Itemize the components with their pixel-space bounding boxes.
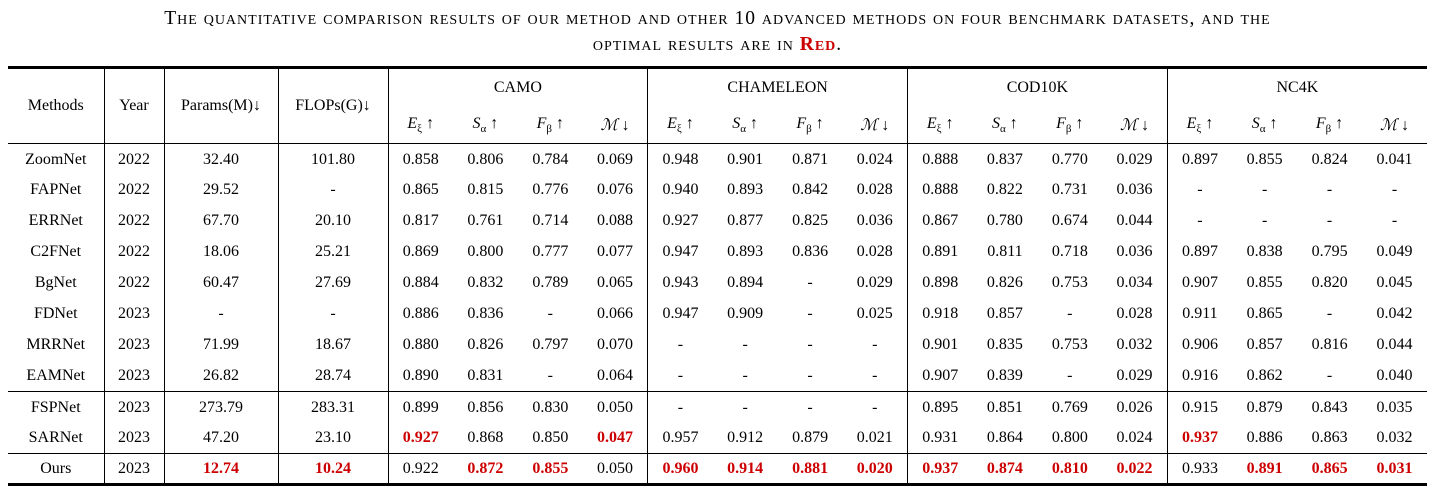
dataset-group-header-nc4k: NC4K <box>1276 78 1319 96</box>
metric-value: 0.895 <box>908 392 973 423</box>
metric-value: 0.822 <box>986 181 1023 199</box>
method-name: EAMNet <box>8 361 104 392</box>
metric-value: - <box>807 336 813 354</box>
metric-value: 0.044 <box>1376 336 1413 354</box>
metric-value: 0.835 <box>986 336 1023 354</box>
metric-value: - <box>1391 212 1398 230</box>
table-row-mrrnet <box>8 330 1427 361</box>
metric-value: 0.865 <box>1297 454 1362 485</box>
flops-value: - <box>278 299 388 330</box>
metric-value: 0.891 <box>922 243 959 261</box>
metric-value: 0.789 <box>532 274 569 292</box>
metric-value: 0.888 <box>922 150 959 168</box>
metric-value: - <box>1067 305 1073 323</box>
dataset-group-header-chameleon: CHAMELEON <box>648 68 908 106</box>
table-group-header-row <box>8 68 1427 106</box>
caption-line2-suffix: . <box>836 33 843 55</box>
metric-value: 0.035 <box>1362 392 1427 423</box>
caption-line1: The quantitative comparison results of our method and other 10 advanced methods on four benchmark datasets, and the <box>164 8 1271 29</box>
year-value: 2023 <box>104 423 164 454</box>
metric-value: 0.927 <box>402 429 439 447</box>
table-row-zoomnet <box>8 144 1427 175</box>
metric-value: 0.914 <box>713 454 778 485</box>
metric-value: 0.947 <box>662 305 699 323</box>
metric-value: 0.907 <box>922 367 959 385</box>
metric-value: 0.836 <box>467 305 504 323</box>
metric-value: 0.044 <box>1102 206 1167 237</box>
metric-value: 0.041 <box>1376 150 1413 168</box>
metric-symbol: ℳ <box>600 116 618 134</box>
metric-value: 0.879 <box>792 429 829 447</box>
metric-header: $S_\alpha$ ↑ <box>453 106 518 144</box>
metric-value: 0.817 <box>402 212 439 230</box>
metric-value: 0.780 <box>986 212 1023 230</box>
metric-value: 0.906 <box>1181 336 1218 354</box>
method-name: MRRNet <box>8 330 104 361</box>
metric-value: - <box>742 336 748 354</box>
metric-value: 0.881 <box>778 454 843 485</box>
metric-subscript: β <box>806 122 812 135</box>
metric-value: 0.032 <box>1376 429 1413 447</box>
metric-value: 0.088 <box>583 206 648 237</box>
metric-value: 0.888 <box>922 181 959 199</box>
metric-value: 0.851 <box>972 392 1037 423</box>
metric-value: 0.800 <box>467 243 504 261</box>
flops-value: - <box>278 175 388 206</box>
table-row-fdnet <box>8 299 1427 330</box>
metric-value: - <box>843 330 908 361</box>
metric-symbol: ℳ <box>1379 116 1398 134</box>
metric-value: 0.076 <box>583 175 648 206</box>
metric-value: 0.893 <box>727 243 764 261</box>
metric-value: 0.820 <box>1311 274 1348 292</box>
method-name: C2FNet <box>8 237 104 268</box>
metric-value: 0.036 <box>1102 237 1167 268</box>
metric-value: 0.020 <box>843 454 908 485</box>
metric-value: - <box>778 392 843 423</box>
params-value: 18.06 <box>164 237 278 268</box>
year-value: 2022 <box>104 144 164 175</box>
metric-subscript: β <box>546 122 553 135</box>
metric-value: 0.857 <box>1246 336 1283 354</box>
table-row-bgnet <box>8 268 1427 299</box>
metric-value: 0.864 <box>986 429 1023 447</box>
metric-value: 0.901 <box>922 336 959 354</box>
metric-value: 0.877 <box>727 212 764 230</box>
dataset-group-header-cod10k: COD10K <box>908 68 1168 106</box>
metric-value: - <box>1261 212 1268 230</box>
flops-value: 28.74 <box>278 361 388 392</box>
metric-value: 0.879 <box>1232 392 1297 423</box>
metric-value: 0.933 <box>1167 454 1232 485</box>
metric-value: 0.800 <box>1051 429 1088 447</box>
table-row-sarnet <box>8 423 1427 454</box>
metric-value: 0.837 <box>986 150 1023 168</box>
metric-subscript: α <box>1000 122 1006 135</box>
metric-value: - <box>1261 181 1268 199</box>
metric-value: 0.042 <box>1376 305 1413 323</box>
metric-value: 0.777 <box>532 243 569 261</box>
year-value: 2023 <box>104 330 164 361</box>
flops-value: 25.21 <box>278 237 388 268</box>
metric-value: 0.872 <box>453 454 518 485</box>
method-name: SARNet <box>8 423 104 454</box>
metric-value: 0.029 <box>1102 361 1167 392</box>
params-value: 71.99 <box>164 330 278 361</box>
metric-value: - <box>807 305 813 323</box>
metric-header: $F_\beta$ ↑ <box>518 106 583 144</box>
table-row-ours <box>8 454 1427 485</box>
metric-symbol: E <box>407 114 418 132</box>
method-name: ERRNet <box>8 206 104 237</box>
col-header-year: Year <box>104 68 164 144</box>
metric-value: 0.843 <box>1297 392 1362 423</box>
metric-value: 0.029 <box>1102 144 1167 175</box>
year-value: 2023 <box>104 361 164 392</box>
metric-value: - <box>1197 181 1203 199</box>
metric-value: - <box>1391 181 1398 199</box>
metric-value: 0.842 <box>792 181 829 199</box>
metric-value: 0.769 <box>1037 392 1102 423</box>
metric-value: 0.070 <box>583 330 648 361</box>
caption-red-word: Red <box>799 33 837 55</box>
metric-value: 0.832 <box>467 274 504 292</box>
metric-value: 0.891 <box>1232 454 1297 485</box>
metric-value: 0.028 <box>1102 299 1167 330</box>
metric-value: 0.826 <box>467 336 504 354</box>
method-name: FAPNet <box>8 175 104 206</box>
metric-value: 0.893 <box>727 181 764 199</box>
metric-subscript: ξ <box>676 122 682 135</box>
year-value: 2022 <box>104 237 164 268</box>
metric-header: ℳ ↓ <box>583 106 648 144</box>
col-header-params: Params(M)↓ <box>164 68 278 144</box>
metric-value: 0.021 <box>843 423 908 454</box>
metric-value: 0.032 <box>1102 330 1167 361</box>
metric-value: 0.916 <box>1181 367 1218 385</box>
params-value: 47.20 <box>164 423 278 454</box>
metric-value: 0.890 <box>402 367 439 385</box>
metric-value: - <box>1197 212 1203 230</box>
method-name: Ours <box>8 454 104 485</box>
metric-value: - <box>1326 181 1333 199</box>
metric-value: 0.940 <box>662 181 699 199</box>
caption-line2-prefix: optimal results are in <box>592 33 800 55</box>
metric-value: 0.810 <box>1037 454 1102 485</box>
metric-value: 0.831 <box>467 367 504 385</box>
metric-value: 0.839 <box>986 367 1023 385</box>
params-value: 26.82 <box>164 361 278 392</box>
flops-value: 20.10 <box>278 206 388 237</box>
metric-value: 0.886 <box>402 305 439 323</box>
method-name: FSPNet <box>8 392 104 423</box>
metric-header: $S_\alpha$ ↑ <box>713 106 778 144</box>
year-value: 2023 <box>104 299 164 330</box>
metric-value: 0.674 <box>1051 212 1088 230</box>
year-value: 2023 <box>104 454 164 485</box>
metric-value: 0.886 <box>1246 429 1283 447</box>
metric-value: 0.937 <box>908 454 973 485</box>
metric-value: 0.077 <box>583 237 648 268</box>
metric-value: 0.855 <box>1246 150 1283 168</box>
metric-value: 0.034 <box>1102 268 1167 299</box>
metric-value: 0.912 <box>727 429 764 447</box>
metric-value: 0.049 <box>1376 243 1413 261</box>
params-value: 12.74 <box>164 454 278 485</box>
flops-value: 27.69 <box>278 268 388 299</box>
metric-value: 0.830 <box>518 392 583 423</box>
metric-value: 0.069 <box>583 144 648 175</box>
metric-value: 0.770 <box>1051 150 1088 168</box>
params-value: 60.47 <box>164 268 278 299</box>
metric-value: 0.066 <box>583 299 648 330</box>
metric-value: 0.050 <box>583 454 648 485</box>
metric-value: 0.871 <box>792 150 829 168</box>
metric-value: - <box>843 392 908 423</box>
metric-value: 0.855 <box>518 454 583 485</box>
table-row-errnet <box>8 206 1427 237</box>
table-row-eamnet <box>8 361 1427 392</box>
metric-value: 0.899 <box>388 392 453 423</box>
table-row-fapnet <box>8 175 1427 206</box>
metric-value: 0.865 <box>1246 305 1283 323</box>
metric-value: 0.867 <box>922 212 959 230</box>
metric-value: 0.064 <box>583 361 648 392</box>
metric-value: 0.948 <box>662 150 699 168</box>
metric-value: 0.943 <box>662 274 699 292</box>
metric-value: 0.816 <box>1311 336 1348 354</box>
flops-value: 283.31 <box>278 392 388 423</box>
metric-value: 0.040 <box>1376 367 1413 385</box>
metric-value: 0.714 <box>532 212 569 230</box>
table-row-c2fnet <box>8 237 1427 268</box>
metric-value: 0.874 <box>972 454 1037 485</box>
metric-value: 0.922 <box>388 454 453 485</box>
dataset-group-header-camo: CAMO <box>388 68 648 106</box>
metric-value: 0.897 <box>1181 243 1218 261</box>
metric-value: 0.856 <box>453 392 518 423</box>
metric-value: 0.806 <box>467 150 504 168</box>
metric-value: 0.028 <box>843 237 908 268</box>
metric-value: 0.937 <box>1181 429 1218 447</box>
metric-value: 0.884 <box>402 274 439 292</box>
params-value: 67.70 <box>164 206 278 237</box>
metric-value: 0.025 <box>843 299 908 330</box>
metric-header: ℳ ↓ <box>1102 106 1167 144</box>
metric-value: 0.050 <box>583 392 648 423</box>
caption-line2 <box>593 34 842 55</box>
metric-value: 0.036 <box>1102 175 1167 206</box>
metric-value: 0.868 <box>467 429 504 447</box>
metric-value: 0.028 <box>843 175 908 206</box>
metric-symbol: E <box>1186 114 1197 132</box>
metric-value: - <box>713 392 778 423</box>
params-value: 273.79 <box>164 392 278 423</box>
metric-value: 0.761 <box>467 212 504 230</box>
metric-header: $F_\beta$ ↑ <box>778 106 843 144</box>
metric-value: 0.863 <box>1311 429 1348 447</box>
metric-value: - <box>677 336 684 354</box>
metric-value: 0.957 <box>662 429 699 447</box>
metric-value: 0.960 <box>648 454 713 485</box>
metric-value: 0.795 <box>1311 243 1348 261</box>
metric-symbol: F <box>1315 114 1326 132</box>
metric-value: - <box>547 367 553 385</box>
metric-header: $F_\beta$ ↑ <box>1297 106 1362 144</box>
metric-header: $F_\beta$ ↑ <box>1037 106 1102 144</box>
metric-header: $E_\xi$ ↑ <box>388 106 453 144</box>
flops-value: 18.67 <box>278 330 388 361</box>
table-body <box>8 144 1427 485</box>
method-name: BgNet <box>8 268 104 299</box>
metric-value: 0.857 <box>986 305 1023 323</box>
method-name: ZoomNet <box>8 144 104 175</box>
flops-value: 10.24 <box>278 454 388 485</box>
table-header <box>8 68 1427 144</box>
metric-value: 0.927 <box>662 212 699 230</box>
table-caption <box>0 0 1435 57</box>
metric-value: - <box>547 305 553 323</box>
metric-symbol: ℳ <box>1119 116 1138 134</box>
metric-value: 0.894 <box>727 274 764 292</box>
metric-value: - <box>742 367 748 385</box>
metric-value: 0.862 <box>1246 367 1283 385</box>
metric-value: 0.909 <box>727 305 764 323</box>
metric-value: 0.898 <box>922 274 959 292</box>
metric-value: 0.731 <box>1051 181 1088 199</box>
metric-value: - <box>807 367 813 385</box>
metric-header: $S_\alpha$ ↑ <box>1232 106 1297 144</box>
method-name: FDNet <box>8 299 104 330</box>
metric-subscript: ξ <box>417 122 423 135</box>
metric-value: 0.026 <box>1102 392 1167 423</box>
metric-value: 0.901 <box>727 150 764 168</box>
metric-symbol: F <box>536 114 547 132</box>
metric-value: 0.065 <box>583 268 648 299</box>
year-value: 2022 <box>104 175 164 206</box>
metric-value: 0.022 <box>1102 454 1167 485</box>
metric-value: 0.029 <box>843 268 908 299</box>
metric-header: ℳ ↓ <box>843 106 908 144</box>
metric-value: 0.036 <box>843 206 908 237</box>
year-value: 2023 <box>104 392 164 423</box>
metric-value: 0.915 <box>1167 392 1232 423</box>
col-header-methods: Methods <box>8 68 104 144</box>
metric-symbol: S <box>992 114 1001 132</box>
metric-value: 0.897 <box>1181 150 1218 168</box>
metric-header: $E_\xi$ ↑ <box>1167 106 1232 144</box>
metric-value: 0.918 <box>922 305 959 323</box>
metric-symbol: S <box>472 114 481 132</box>
metric-value: - <box>1326 305 1333 323</box>
metric-subscript: α <box>740 122 747 135</box>
params-value: 32.40 <box>164 144 278 175</box>
metric-value: 0.753 <box>1051 274 1088 292</box>
table-row-fspnet <box>8 392 1427 423</box>
metric-value: 0.947 <box>662 243 699 261</box>
metric-header: $E_\xi$ ↑ <box>908 106 973 144</box>
metric-value: 0.047 <box>583 423 648 454</box>
metric-value: 0.826 <box>986 274 1023 292</box>
metric-value: - <box>1326 212 1333 230</box>
metric-value: 0.031 <box>1362 454 1427 485</box>
metric-value: 0.836 <box>792 243 829 261</box>
metric-value: 0.718 <box>1051 243 1088 261</box>
metric-header: $S_\alpha$ ↑ <box>972 106 1037 144</box>
flops-value: 23.10 <box>278 423 388 454</box>
col-header-flops: FLOPs(G)↓ <box>278 68 388 144</box>
metric-header: ℳ ↓ <box>1362 106 1427 144</box>
metric-value: - <box>677 367 684 385</box>
metric-value: - <box>807 274 813 292</box>
metric-value: - <box>1067 367 1073 385</box>
metric-value: 0.838 <box>1246 243 1283 261</box>
metric-subscript: ξ <box>1196 122 1202 135</box>
metric-value: 0.024 <box>1102 423 1167 454</box>
metric-symbol: S <box>1251 114 1260 132</box>
metric-value: - <box>843 361 908 392</box>
metric-value: 0.824 <box>1311 150 1348 168</box>
metric-subscript: α <box>1259 122 1266 135</box>
metric-value: 0.858 <box>402 150 439 168</box>
metric-subscript: ξ <box>936 122 942 135</box>
metric-value: 0.811 <box>987 243 1023 261</box>
metric-value: 0.869 <box>402 243 439 261</box>
metric-value: 0.855 <box>1246 274 1283 292</box>
metric-subscript: β <box>1065 122 1072 135</box>
metric-symbol: ℳ <box>860 116 878 134</box>
metric-header: $E_\xi$ ↑ <box>648 106 713 144</box>
metric-value: 0.865 <box>402 181 439 199</box>
metric-value: 0.753 <box>1051 336 1088 354</box>
metric-value: 0.045 <box>1376 274 1413 292</box>
metric-subscript: α <box>480 122 487 135</box>
metric-symbol: F <box>1056 114 1066 132</box>
year-value: 2022 <box>104 206 164 237</box>
metric-symbol: S <box>732 114 741 132</box>
metric-value: - <box>1326 367 1333 385</box>
metric-value: 0.911 <box>1182 305 1218 323</box>
flops-value: 101.80 <box>278 144 388 175</box>
params-value: - <box>164 299 278 330</box>
metric-value: 0.931 <box>922 429 959 447</box>
params-value: 29.52 <box>164 175 278 206</box>
metric-value: 0.776 <box>532 181 569 199</box>
metric-value: 0.784 <box>532 150 569 168</box>
metric-symbol: E <box>926 114 937 132</box>
metric-symbol: F <box>796 114 807 132</box>
results-table <box>8 66 1427 486</box>
metric-value: 0.797 <box>532 336 569 354</box>
metric-value: - <box>648 392 713 423</box>
metric-value: 0.815 <box>467 181 504 199</box>
metric-value: 0.825 <box>792 212 829 230</box>
metric-value: 0.880 <box>402 336 439 354</box>
metric-value: 0.024 <box>843 144 908 175</box>
year-value: 2022 <box>104 268 164 299</box>
metric-subscript: β <box>1325 122 1332 135</box>
metric-value: 0.907 <box>1181 274 1218 292</box>
metric-value: 0.850 <box>532 429 569 447</box>
metric-symbol: E <box>667 114 677 132</box>
